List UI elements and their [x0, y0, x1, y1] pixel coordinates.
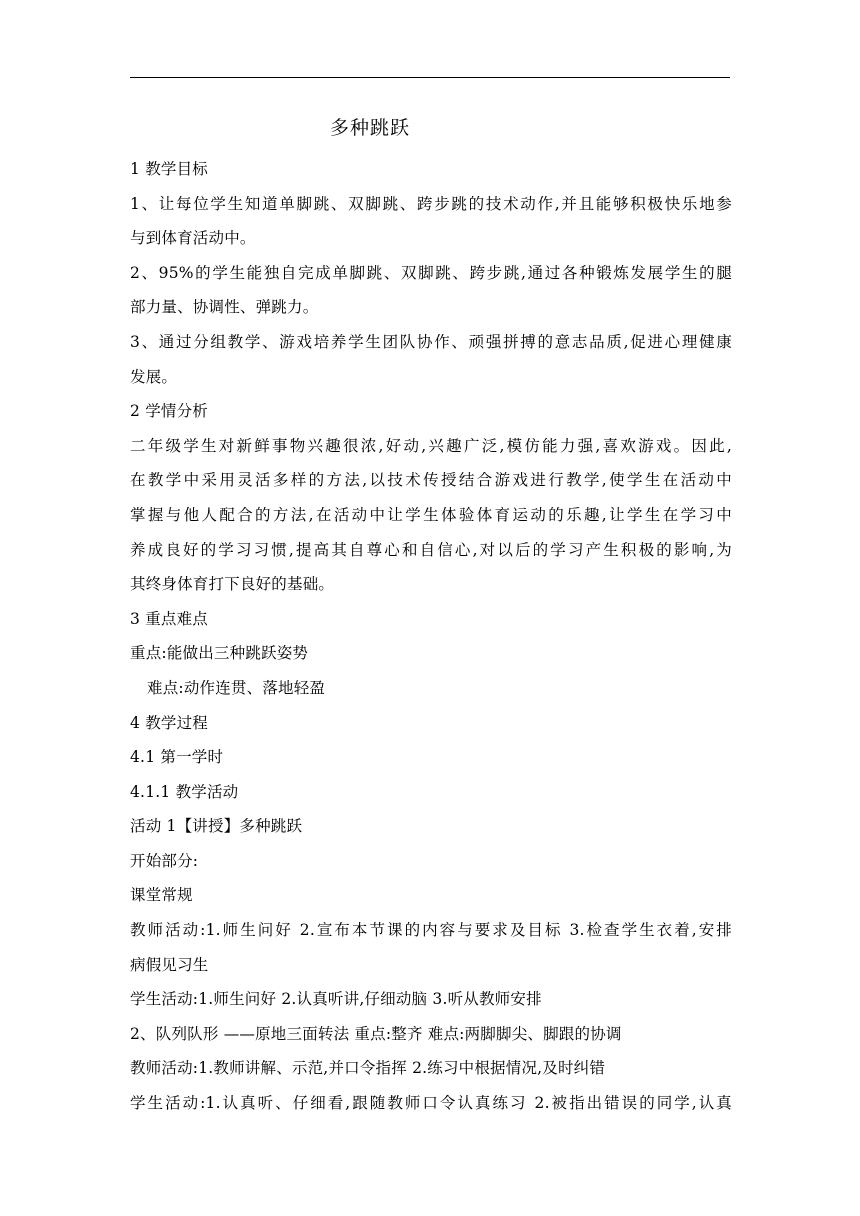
text-line: 4.1.1 教学活动: [130, 782, 239, 801]
text-line: 2、队列队形 ——原地三面转法 重点:整齐 难点:两脚脚尖、脚跟的协调: [130, 1024, 622, 1043]
text-line: 2、95%的学生能独自完成单脚跳、双脚跳、跨步跳,通过各种锻炼发展学生的腿: [130, 263, 732, 282]
text-line: 与到体育活动中。: [130, 229, 256, 248]
text-line: 掌握与他人配合的方法,在活动中让学生体验体育运动的乐趣,让学生在学习中: [130, 505, 732, 524]
text-line: 病假见习生: [130, 955, 209, 974]
text-line: 二年级学生对新鲜事物兴趣很浓,好动,兴趣广泛,模仿能力强,喜欢游戏。因此,: [130, 436, 732, 455]
text-line: 在教学中采用灵活多样的方法,以技术传授结合游戏进行教学,使学生在活动中: [130, 471, 732, 490]
text-line: 部力量、协调性、弹跳力。: [130, 298, 319, 317]
header-rule: [130, 77, 730, 78]
text-line: 课堂常规: [130, 886, 193, 905]
text-line: 学生活动:1.认真听、仔细看,跟随教师口令认真练习 2.被指出错误的同学,认真: [130, 1094, 732, 1113]
text-line: 教师活动:1.教师讲解、示范,并口令指挥 2.练习中根据情况,及时纠错: [130, 1059, 606, 1078]
text-line: 难点:动作连贯、落地轻盈: [147, 678, 326, 697]
text-line: 1 教学目标: [130, 160, 208, 178]
text-line: 4.1 第一学时: [130, 748, 224, 767]
text-line: 3、通过分组教学、游戏培养学生团队协作、顽强拼搏的意志品质,促进心理健康: [130, 332, 732, 351]
text-line: 发展。: [130, 367, 178, 386]
text-line: 重点:能做出三种跳跃姿势: [130, 644, 309, 663]
text-line: 开始部分:: [130, 851, 199, 870]
document-title: 多种跳跃: [329, 117, 410, 139]
text-line: 2 学情分析: [130, 402, 208, 421]
text-line: 3 重点难点: [130, 609, 208, 628]
text-line: 其终身体育打下良好的基础。: [130, 575, 335, 594]
text-line: 1、让每位学生知道单脚跳、双脚跳、跨步跳的技术动作,并且能够积极快乐地参: [130, 194, 732, 213]
text-line: 教师活动:1.师生问好 2.宣布本节课的内容与要求及目标 3.检查学生衣着,安排: [130, 921, 732, 940]
text-line: 4 教学过程: [130, 713, 208, 732]
text-line: 养成良好的学习习惯,提高其自尊心和自信心,对以后的学习产生积极的影响,为: [130, 540, 732, 559]
text-line: 学生活动:1.师生问好 2.认真听讲,仔细动脑 3.听从教师安排: [130, 990, 542, 1009]
document-body: [130, 152, 732, 1121]
text-line: 活动 1【讲授】多种跳跃: [130, 817, 303, 836]
